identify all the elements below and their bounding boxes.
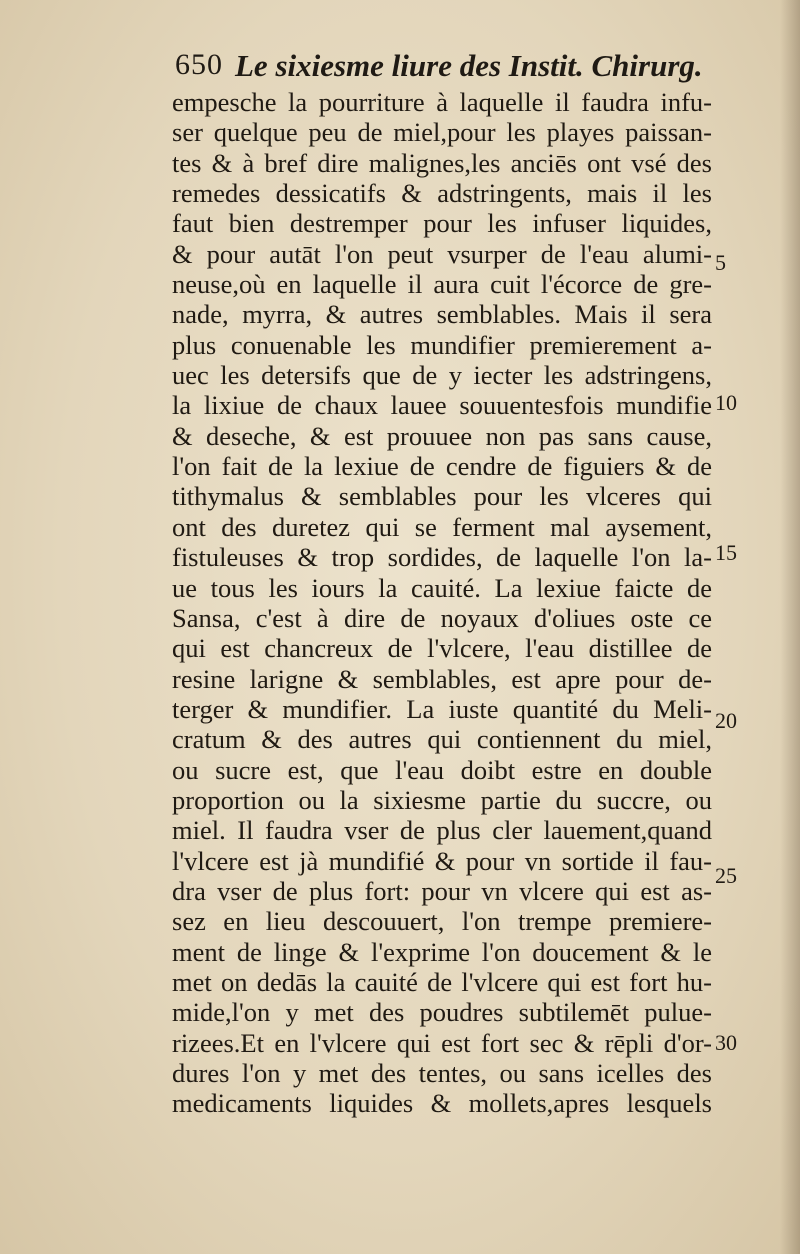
line-number-10: 10: [715, 390, 737, 415]
text-line: terger & mundifier. La iuste quantité du Meli-: [172, 693, 712, 724]
text-line: empesche la pourriture à laquelle il faudra infu-: [172, 87, 712, 117]
text-line: dra vser de plus fort: pour vn vlcere qui est as-: [172, 875, 712, 906]
text-line: sez en lieu descouuert, l'on trempe premiere-: [172, 906, 712, 937]
text-line: uec les detersifs que de y iecter les adstringens,: [172, 360, 712, 391]
line-number-20: 20: [715, 708, 737, 733]
text-line: Sansa, c'est à dire de noyaux d'oliues oste ce: [172, 602, 712, 633]
text-line: dures l'on y met des tentes, ou sans icelles des: [172, 1058, 712, 1088]
page-header: [175, 48, 703, 92]
text-line: miel. Il faudra vser de plus cler lauement,quand: [172, 815, 712, 846]
text-line: nade, myrra, & autres semblables. Mais il sera: [172, 299, 712, 330]
body-text: [172, 87, 712, 1119]
line-number-15: 15: [715, 540, 737, 565]
text-line: neuse,où en laquelle il aura cuit l'écorce de gre-: [172, 269, 712, 300]
text-line: ont des duretez qui se ferment mal aysement,: [172, 511, 712, 542]
text-line: cratum & des autres qui contiennent du miel,: [172, 724, 712, 755]
text-line: l'vlcere est jà mundifié & pour vn sortide il fau-: [172, 845, 712, 876]
text-line: & deseche, & est prouuee non pas sans cause,: [172, 420, 712, 451]
text-line: ue tous les iours la cauité. La lexiue faicte de: [172, 572, 712, 603]
text-line: & pour autāt l'on peut vsurper de l'eau alumi-: [172, 238, 712, 269]
text-line: tes & à bref dire malignes,les anciēs ont vsé des: [172, 147, 712, 178]
running-title: Le sixiesme liure des Instit. Chirurg.: [235, 48, 703, 83]
text-line: tithymalus & semblables pour les vlceres qui: [172, 481, 712, 512]
line-number-30: 30: [715, 1030, 737, 1055]
text-line: remedes dessicatifs & adstringents, mais il les: [172, 178, 712, 209]
line-number-5: 5: [715, 250, 726, 275]
text-line: mide,l'on y met des poudres subtilemēt pulue-: [172, 997, 712, 1028]
text-line: rizees.Et en l'vlcere qui est fort sec & rēpli d'or-: [172, 1027, 712, 1058]
page-edge-shadow: [780, 0, 800, 1254]
text-line: ser quelque peu de miel,pour les playes paissan-: [172, 117, 712, 148]
text-line: fistuleuses & trop sordides, de laquelle l'on la-: [172, 542, 712, 573]
text-line: faut bien destremper pour les infuser liquides,: [172, 208, 712, 239]
text-line: ment de linge & l'exprime l'on doucement & le: [172, 936, 712, 967]
margin-line-numbers: [715, 0, 765, 1254]
page-number: 650: [175, 48, 223, 81]
text-line: resine larigne & semblables, est apre pour de-: [172, 663, 712, 694]
text-line: la lixiue de chaux lauee souuentesfois mundifie: [172, 390, 712, 421]
text-line: plus conuenable les mundifier premierement a-: [172, 329, 712, 360]
text-line: qui est chancreux de l'vlcere, l'eau distillee de: [172, 633, 712, 664]
text-line: l'on fait de la lexiue de cendre de figuiers & de: [172, 451, 712, 482]
text-line: ou sucre est, que l'eau doibt estre en double: [172, 754, 712, 785]
text-line: proportion ou la sixiesme partie du succre, ou: [172, 784, 712, 815]
text-line: met on dedās la cauité de l'vlcere qui est fort hu-: [172, 966, 712, 997]
line-number-25: 25: [715, 863, 737, 888]
text-line: medicaments liquides & mollets,apres lesquels: [172, 1088, 712, 1119]
